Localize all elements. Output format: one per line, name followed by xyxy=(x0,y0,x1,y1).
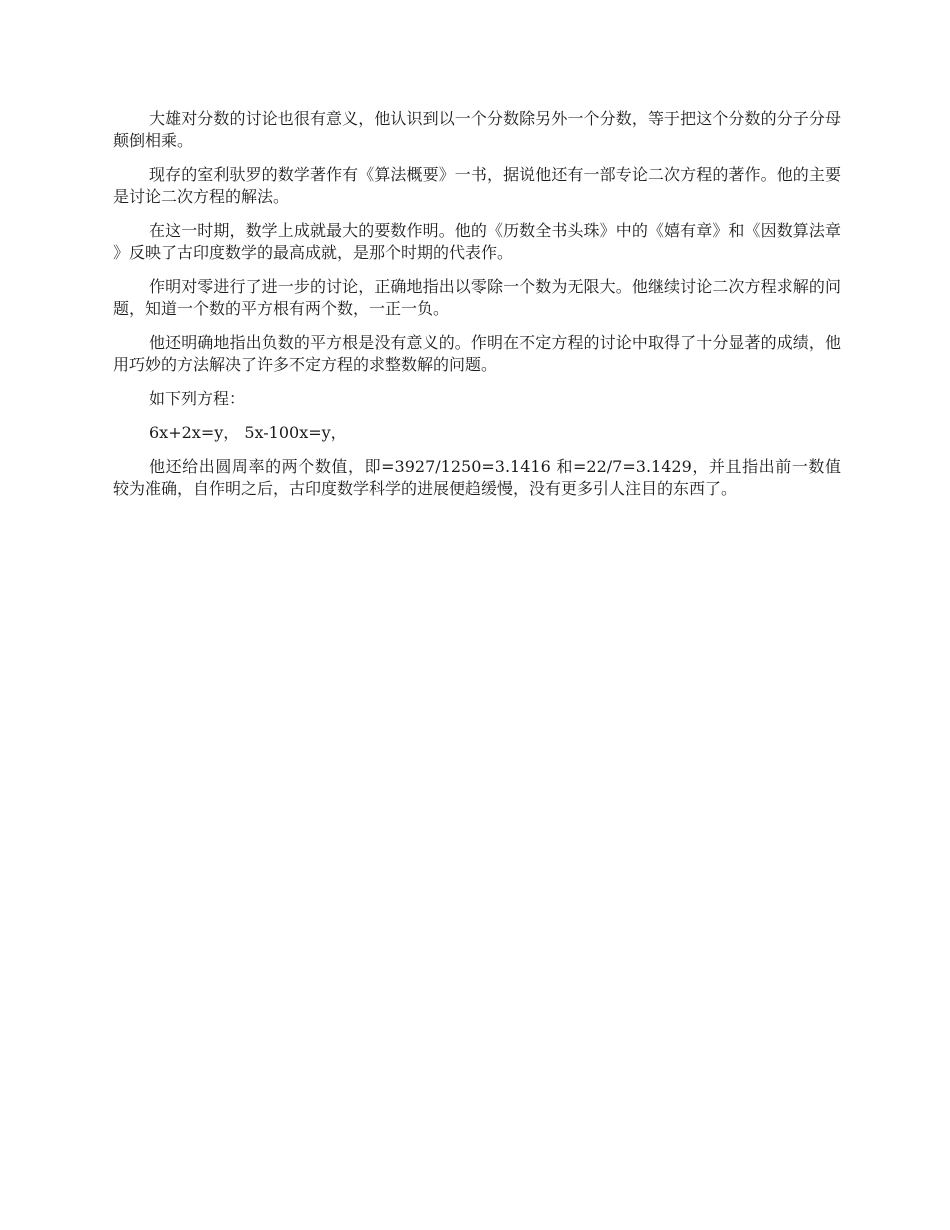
paragraph-equations-intro: 如下列方程： xyxy=(149,389,246,408)
paragraph-negative-roots: 他还明确地指出负数的平方根是没有意义的。作明在不定方程的讨论中取得了十分显著的成绩，他用巧妙的方法解决了许多不定方程的求整数解的问题。 xyxy=(113,333,841,374)
paragraph-zero-division: 作明对零进行了进一步的讨论，正确地指出以零除一个数为无限大。他继续讨论二次方程求解的问题，知道一个数的平方根有两个数，一正一负。 xyxy=(113,277,841,318)
paragraph-equations: 6x+2x=y， 5x-100x=y， xyxy=(149,423,347,442)
document-page xyxy=(113,108,841,512)
paragraph-zuoming-works: 在这一时期，数学上成就最大的要数作明。他的《历数全书头珠》中的《嬉有章》和《因数算法章》反映了古印度数学的最高成就，是那个时期的代表作。 xyxy=(113,221,841,262)
paragraph-sridhara: 现存的室利驮罗的数学著作有《算法概要》一书，据说他还有一部专论二次方程的著作。他的主要是讨论二次方程的解法。 xyxy=(113,165,841,206)
paragraph-fractions: 大雄对分数的讨论也很有意义，他认识到以一个分数除另外一个分数，等于把这个分数的分子分母颠倒相乘。 xyxy=(113,109,841,150)
paragraph-pi-values: 他还给出圆周率的两个数值，即=3927/1250=3.1416 和=22/7=3.1429，并且指出前一数值较为准确，自作明之后，古印度数学科学的进展便趋缓慢，没有更多引人注目的东西了。 xyxy=(113,457,841,498)
